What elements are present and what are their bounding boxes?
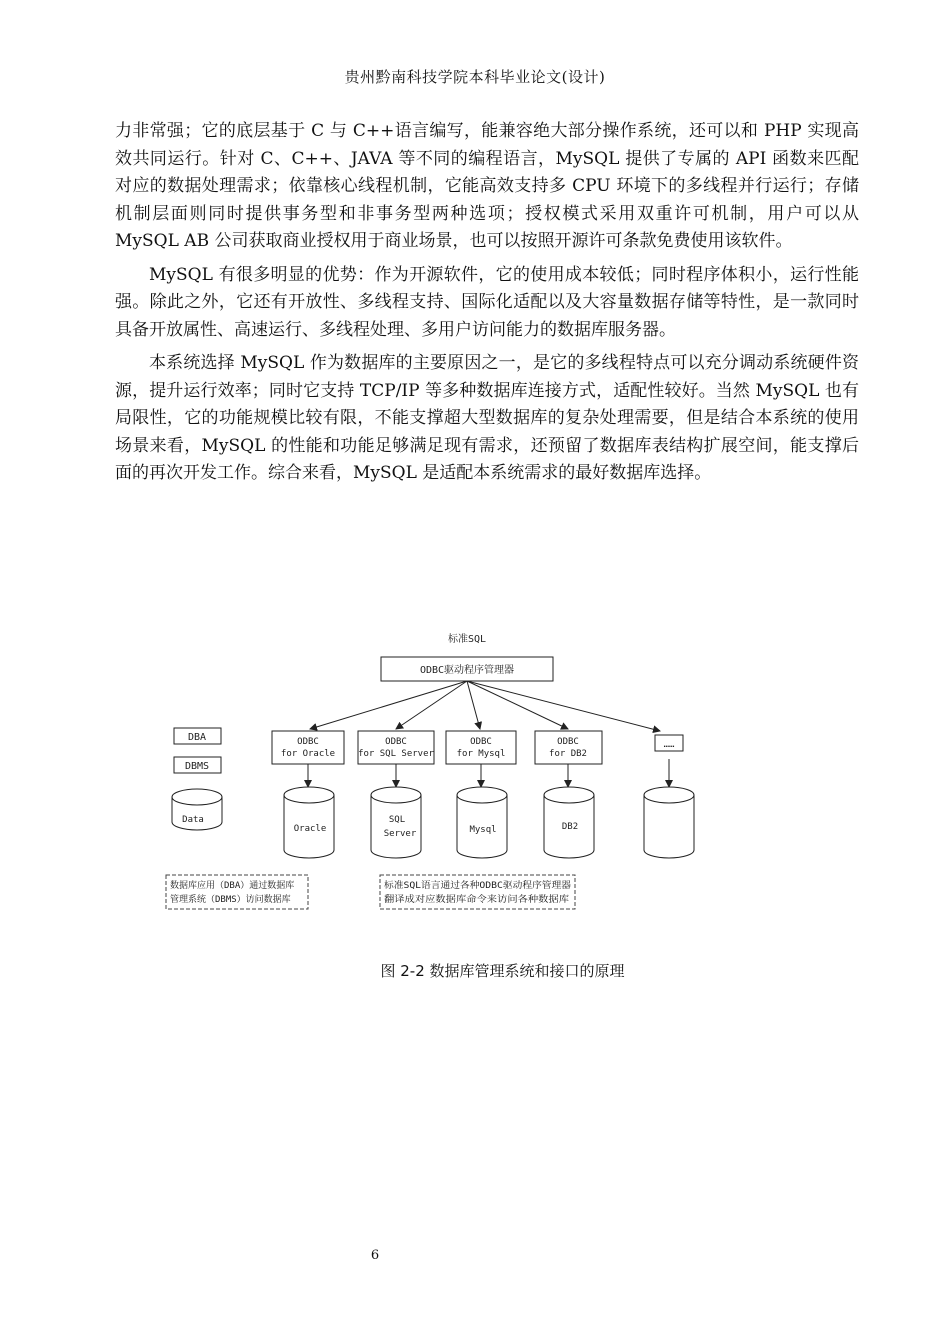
dba-label: DBA (187, 732, 207, 743)
odbc-oracle-line1: ODBC (297, 737, 319, 747)
odbc-manager-label: ODBC驱动程序管理器 (419, 665, 515, 676)
paragraph-3: 本系统选择 MySQL 作为数据库的主要原因之一，是它的多线程特点可以充分调动系统硬件资源，提升运行效率；同时它支持 TCP/IP 等多种数据库连接方式，适配性较好。当然 MySQL 也有局限性，它的功能规模比较有限，不能支撑超大型数据库的复杂处理需要，但是结合本系统的使用场景来看，MySQL 的性能和功能足够满足现有需求，还预留了数据库表结构扩展空间，能支撑后面的再次开发工作。综合来看，MySQL 是适配本系统需求的最好数据库选择。 (115, 353, 859, 483)
odbc-mysql-box (446, 731, 516, 764)
odbc-sqlserver-box (358, 731, 434, 764)
generic-cylinder (644, 787, 694, 858)
ellipsis-label: …… (663, 740, 675, 750)
odbc-db2-line1: ODBC (557, 737, 579, 747)
sqlserver-db-label-2: Server (383, 829, 417, 839)
standard-sql-label: 标准SQL (447, 634, 487, 645)
diagram-svg (160, 625, 705, 915)
odbc-db2-line2: for DB2 (549, 749, 587, 759)
oracle-cylinder (284, 787, 334, 858)
odbc-sqlserver-line1: ODBC (385, 737, 407, 747)
odbc-oracle-box (272, 731, 344, 764)
db2-db-label: DB2 (561, 822, 579, 832)
oracle-db-label: Oracle (293, 824, 327, 834)
note-left-line1: 数据库应用（DBA）通过数据库 (170, 881, 295, 891)
sqlserver-db-label-1: SQL (388, 815, 406, 825)
note-right-line1: 标准SQL语言通过各种ODBC驱动程序管理器 (384, 881, 557, 891)
page-number: 6 (370, 1248, 380, 1263)
mysql-db-label: Mysql (469, 825, 497, 835)
paragraph-2: MySQL 有很多明显的优势：作为开源软件，它的使用成本较低；同时程序体积小，运行性能强。除此之外，它还有开放性、多线程支持、国际化适配以及大容量数据存储等特性，是一款同时具备开放属性、高速运行、多线程处理、多用户访问能力的数据库服务器。 (115, 264, 859, 340)
odbc-oracle-line2: for Oracle (280, 749, 336, 759)
dbms-label: DBMS (184, 761, 210, 772)
page-header: 贵州黔南科技学院本科毕业论文(设计) (344, 68, 606, 86)
body-text (115, 118, 859, 494)
figure-caption: 图 2-2 数据库管理系统和接口的原理 (380, 962, 625, 980)
data-label: Data (182, 815, 204, 825)
paragraph-1: 力非常强；它的底层基于 C 与 C++语言编写，能兼容绝大部分操作系统，还可以和 PHP 实现高效共同运行。针对 C、C++、JAVA 等不同的编程语言，MySQL 提供了专属的 API 函数来匹配对应的数据处理需求；依靠核心线程机制，它能高效支持多 CPU 环境下的多线程并行运行；存储机制层面则同时提供事务型和非事务型两种选项；授权模式采用双重许可机制，用户可以从 MySQL AB 公司获取商业授权用于商业场景，也可以按照开源许可条款免费使用该软件。 (115, 121, 859, 251)
mysql-cylinder (457, 787, 507, 858)
odbc-mysql-line1: ODBC (470, 737, 492, 747)
odbc-db2-box (535, 731, 602, 764)
manager-arrows (310, 681, 660, 731)
odbc-architecture-diagram (160, 625, 705, 915)
note-right-line2: 翻译成对应数据库命令来访问各种数据库 (384, 895, 547, 905)
note-left-line2: 管理系统（DBMS）访问数据库 (170, 895, 291, 905)
odbc-mysql-line2: for Mysql (456, 749, 506, 759)
odbc-sqlserver-line2: for SQL Server (358, 749, 434, 759)
